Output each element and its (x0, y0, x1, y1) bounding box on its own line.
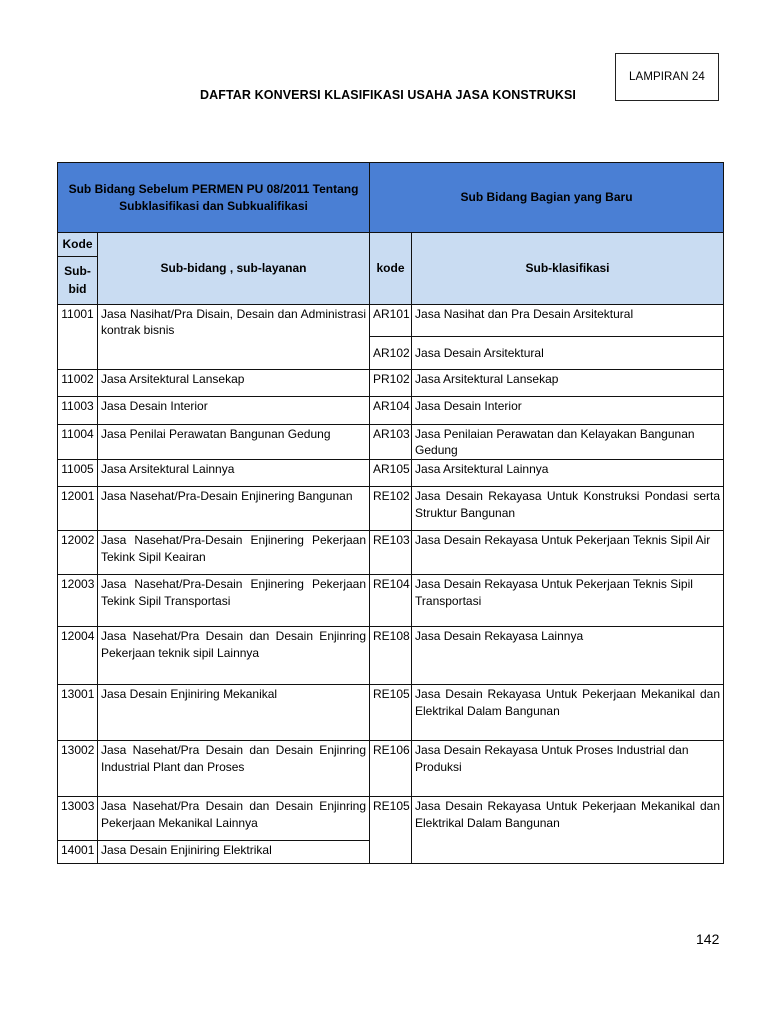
row-new-code: RE102 (370, 487, 412, 531)
row-new-code: AR105 (370, 460, 412, 487)
row-code: 13001 (58, 685, 98, 741)
row-desc: Jasa Desain Enjiniring Elektrikal (98, 841, 370, 864)
row-new-desc: Jasa Desain Rekayasa Untuk Konstruksi Pondasi serta Struktur Bangunan (412, 487, 724, 531)
table-row (58, 531, 724, 575)
table-row (58, 741, 724, 797)
table-row (58, 487, 724, 531)
row-new-code: RE105 (370, 797, 412, 864)
header-new-group: Sub Bidang Bagian yang Baru (370, 163, 724, 233)
row-code: 14001 (58, 841, 98, 864)
row-desc: Jasa Nasihat/Pra Disain, Desain dan Administrasi kontrak bisnis (98, 305, 370, 370)
row-code: 11001 (58, 305, 98, 370)
row-code: 11005 (58, 460, 98, 487)
row-new-code: RE104 (370, 575, 412, 627)
row-code: 12004 (58, 627, 98, 685)
row-new-desc: Jasa Desain Rekayasa Untuk Pekerjaan Mekanikal dan Elektrikal Dalam Bangunan (412, 685, 724, 741)
table-row (58, 627, 724, 685)
row-new-desc: Jasa Desain Rekayasa Untuk Pekerjaan Teknis Sipil Air (412, 531, 724, 575)
row-code: 12002 (58, 531, 98, 575)
row-desc: Jasa Nasehat/Pra-Desain Enjinering Bangunan (98, 487, 370, 531)
row-new-desc: Jasa Arsitektural Lansekap (412, 370, 724, 397)
conversion-table (57, 162, 724, 864)
row-new-desc: Jasa Desain Rekayasa Lainnya (412, 627, 724, 685)
row-code: 11004 (58, 425, 98, 460)
row-desc: Jasa Penilai Perawatan Bangunan Gedung (98, 425, 370, 460)
table-group-header (58, 163, 724, 233)
table-row (58, 685, 724, 741)
row-new-code: RE103 (370, 531, 412, 575)
row-code: 13003 (58, 797, 98, 841)
row-new-desc: Jasa Nasihat dan Pra Desain Arsitektural (412, 305, 724, 337)
row-desc: Jasa Nasehat/Pra Desain dan Desain Enjinring Pekerjaan Mekanikal Lainnya (98, 797, 370, 841)
row-new-desc: Jasa Penilaian Perawatan dan Kelayakan Bangunan Gedung (412, 425, 724, 460)
row-new-desc: Jasa Desain Arsitektural (412, 337, 724, 370)
header-subbidang: Sub-bidang , sub-layanan (98, 233, 370, 305)
row-desc: Jasa Nasehat/Pra-Desain Enjinering Pekerjaan Tekink Sipil Transportasi (98, 575, 370, 627)
table-row (58, 425, 724, 460)
row-new-code: RE105 (370, 685, 412, 741)
table-row (58, 575, 724, 627)
row-code: 13002 (58, 741, 98, 797)
row-desc: Jasa Nasehat/Pra Desain dan Desain Enjinring Pekerjaan teknik sipil Lainnya (98, 627, 370, 685)
table-row (58, 305, 724, 337)
table-row (58, 460, 724, 487)
row-desc: Jasa Desain Interior (98, 397, 370, 425)
row-new-code: AR101 (370, 305, 412, 337)
row-code: 12001 (58, 487, 98, 531)
table-row (58, 397, 724, 425)
row-new-desc: Jasa Desain Rekayasa Untuk Pekerjaan Teknis Sipil Transportasi (412, 575, 724, 627)
row-new-code: AR104 (370, 397, 412, 425)
row-desc: Jasa Nasehat/Pra Desain dan Desain Enjinring Industrial Plant dan Proses (98, 741, 370, 797)
table-column-header (58, 233, 724, 257)
row-code: 11002 (58, 370, 98, 397)
row-desc: Jasa Nasehat/Pra-Desain Enjinering Pekerjaan Tekink Sipil Keairan (98, 531, 370, 575)
row-desc: Jasa Arsitektural Lansekap (98, 370, 370, 397)
row-code: 11003 (58, 397, 98, 425)
row-desc: Jasa Arsitektural Lainnya (98, 460, 370, 487)
row-new-code: AR103 (370, 425, 412, 460)
row-new-desc: Jasa Desain Interior (412, 397, 724, 425)
header-kode: Kode (58, 233, 98, 257)
row-new-code: PR102 (370, 370, 412, 397)
row-new-desc: Jasa Desain Rekayasa Untuk Proses Industrial dan Produksi (412, 741, 724, 797)
header-kode-new: kode (370, 233, 412, 305)
table-row (58, 797, 724, 841)
row-desc: Jasa Desain Enjiniring Mekanikal (98, 685, 370, 741)
table-row (58, 370, 724, 397)
header-subbid: Sub-bid (58, 257, 98, 305)
row-new-code: AR102 (370, 337, 412, 370)
row-new-code: RE106 (370, 741, 412, 797)
lampiran-label: LAMPIRAN 24 (615, 53, 719, 101)
row-new-code: RE108 (370, 627, 412, 685)
header-subklasifikasi: Sub-klasifikasi (412, 233, 724, 305)
page-title: DAFTAR KONVERSI KLASIFIKASI USAHA JASA KONSTRUKSI (200, 88, 576, 102)
row-new-desc: Jasa Arsitektural Lainnya (412, 460, 724, 487)
page-number: 142 (696, 931, 720, 947)
row-new-desc: Jasa Desain Rekayasa Untuk Pekerjaan Mekanikal dan Elektrikal Dalam Bangunan (412, 797, 724, 864)
header-old-group: Sub Bidang Sebelum PERMEN PU 08/2011 Tentang Subklasifikasi dan Subkualifikasi (58, 163, 370, 233)
row-code: 12003 (58, 575, 98, 627)
